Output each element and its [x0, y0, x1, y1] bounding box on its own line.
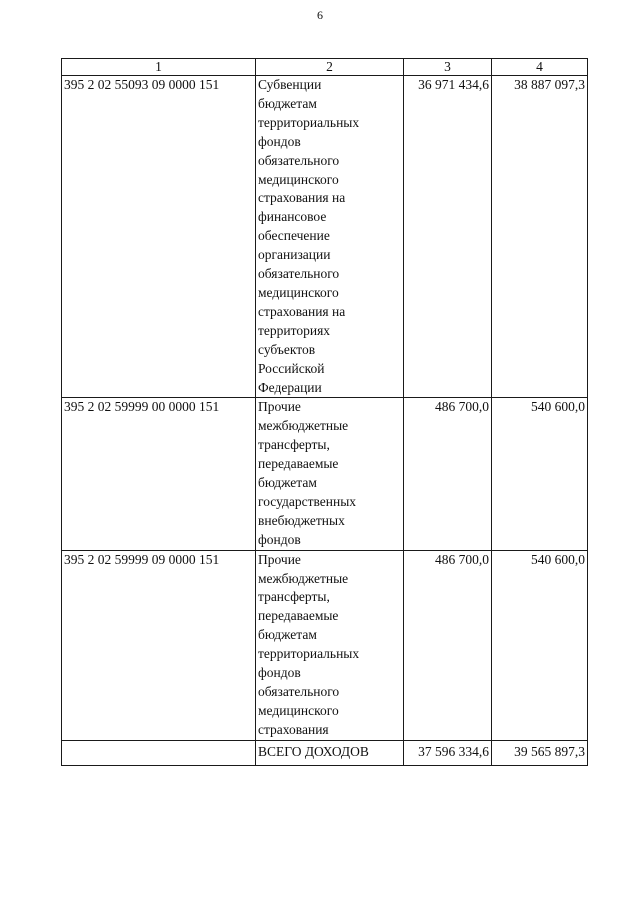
- revenue-name-line: обязательного: [258, 684, 340, 699]
- revenue-name-cell: [256, 550, 404, 740]
- revenue-name-line: межбюджетные: [258, 570, 349, 586]
- revenue-name-line: бюджетам: [258, 95, 317, 111]
- revenue-name-line: медицинского: [258, 284, 339, 300]
- revenue-name-line: обязательного: [258, 266, 340, 282]
- revenue-name-line: территориальных: [258, 114, 360, 130]
- revenue-name-line: организации: [258, 247, 331, 263]
- total-code-cell: [62, 740, 256, 765]
- revenue-name-line: передаваемые: [258, 456, 339, 472]
- amount-col3-cell: 486 700,0: [404, 550, 492, 740]
- revenue-name-line: фондов: [258, 133, 301, 149]
- budget-code-cell: 395 2 02 55093 09 0000 151: [62, 76, 256, 398]
- revenue-name-line: обеспечение: [258, 228, 330, 244]
- revenue-name-line: Прочие: [258, 399, 301, 415]
- total-col3-cell: 37 596 334,6: [404, 740, 492, 765]
- revenue-name-line: бюджетам: [258, 627, 317, 643]
- amount-col4-cell: 38 887 097,3: [492, 76, 588, 398]
- table-row: [62, 398, 588, 550]
- table-row: [62, 76, 588, 398]
- table-header-row: [62, 59, 588, 76]
- revenue-table: [61, 58, 588, 766]
- revenue-name-line: Субвенции: [258, 77, 322, 92]
- column-header-3: 3: [404, 59, 492, 76]
- amount-col3-cell: 486 700,0: [404, 398, 492, 550]
- revenue-name-line: Федерации: [258, 379, 322, 395]
- revenue-name-line: страхования на: [258, 303, 346, 319]
- budget-code-cell: 395 2 02 59999 00 0000 151: [62, 398, 256, 550]
- table-row: [62, 550, 588, 740]
- revenue-name-line: обязательного: [258, 152, 340, 168]
- page-number: 6: [317, 8, 323, 22]
- revenue-name-line: финансовое: [258, 209, 327, 225]
- amount-col4-cell: 540 600,0: [492, 550, 588, 740]
- revenue-name-line: субъектов: [258, 341, 316, 357]
- revenue-name-line: Российской: [258, 360, 325, 376]
- total-col4-cell: 39 565 897,3: [492, 740, 588, 765]
- column-header-1: 1: [62, 59, 256, 76]
- revenue-name-line: страхования на: [258, 190, 346, 206]
- revenue-name-line: внебюджетных: [258, 512, 345, 528]
- amount-col3-cell: 36 971 434,6: [404, 76, 492, 398]
- revenue-name-line: страхования: [258, 721, 329, 737]
- total-row: [62, 740, 588, 765]
- revenue-name-cell: [256, 398, 404, 550]
- revenue-name-line: государственных: [258, 493, 357, 509]
- revenue-name-line: территориях: [258, 322, 331, 338]
- column-header-2: 2: [256, 59, 404, 76]
- revenue-name-line: передаваемые: [258, 608, 339, 624]
- budget-code-cell: 395 2 02 59999 09 0000 151: [62, 550, 256, 740]
- total-label: ВСЕГО ДОХОДОВ: [256, 740, 404, 765]
- revenue-name-line: фондов: [258, 531, 301, 547]
- amount-col4-cell: 540 600,0: [492, 398, 588, 550]
- column-header-4: 4: [492, 59, 588, 76]
- revenue-name-cell: [256, 76, 404, 398]
- revenue-name-line: медицинского: [258, 702, 339, 718]
- revenue-name-line: трансферты,: [258, 437, 330, 453]
- revenue-name-line: Прочие: [258, 551, 301, 567]
- revenue-name-line: фондов: [258, 665, 301, 681]
- revenue-name-line: медицинского: [258, 171, 339, 187]
- revenue-name-line: трансферты,: [258, 589, 330, 605]
- revenue-name-line: межбюджетные: [258, 418, 349, 434]
- revenue-name-line: бюджетам: [258, 475, 317, 491]
- revenue-name-line: территориальных: [258, 646, 360, 662]
